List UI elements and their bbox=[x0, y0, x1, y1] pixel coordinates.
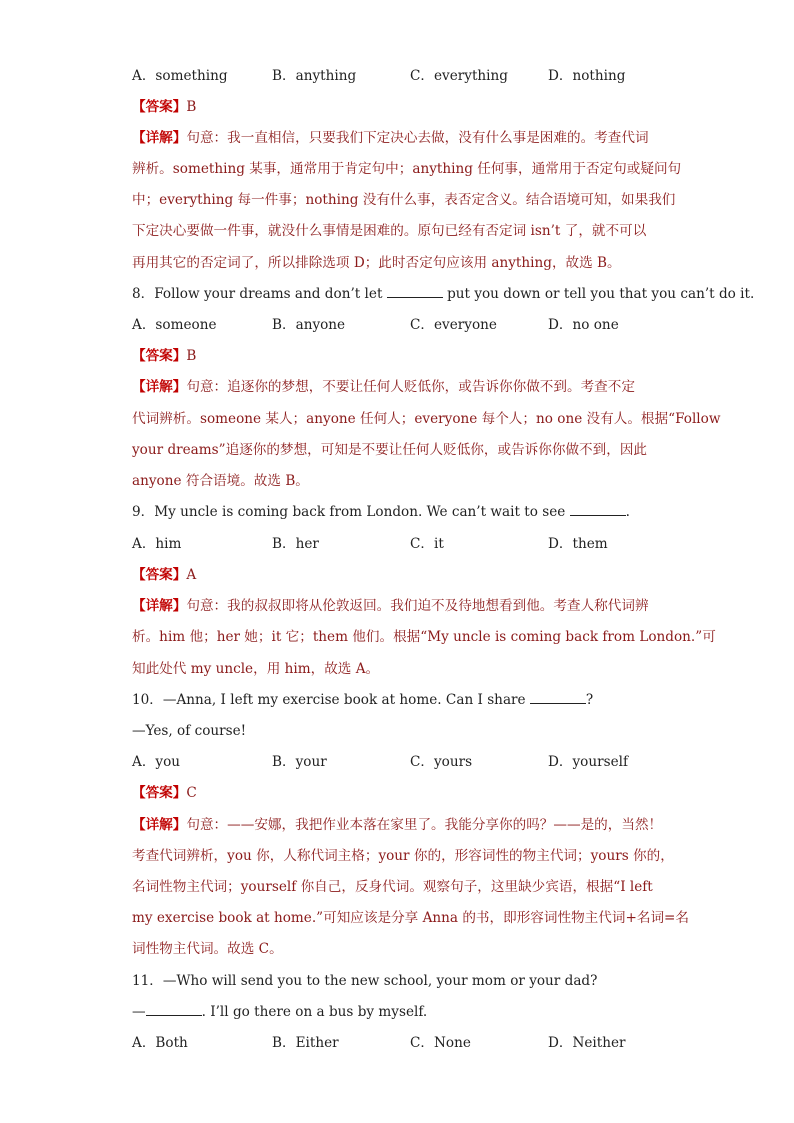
q8-stem bbox=[132, 284, 754, 304]
detail-tag: 【详解】 bbox=[132, 817, 187, 833]
q9-detail-line: 析。him 他；her 她；it 它；them 他们。根据“My uncle is coming back from London.”可 bbox=[132, 629, 716, 645]
q8-option-c: C．everyone bbox=[410, 317, 497, 333]
detail-tag: 【详解】 bbox=[132, 598, 187, 614]
detail-text: 句意：——安娜，我把作业本落在家里了。我能分享你的吗？——是的，当然！ bbox=[186, 817, 663, 833]
q7-detail-line: 下定决心要做一件事，就没什么事情是困难的。原句已经有否定词 isn’t 了，就不可以 bbox=[132, 223, 647, 239]
q7-option-d: D．nothing bbox=[548, 68, 626, 84]
q10-option-b: B．your bbox=[272, 754, 327, 770]
stem-text: . I’ll go there on a bus by myself. bbox=[201, 1004, 428, 1020]
stem-text: — bbox=[132, 1004, 146, 1020]
stem-text: 10．—Anna, I left my exercise book at home. Can I share bbox=[132, 692, 526, 708]
stem-text: put you down or tell you that you can’t do it. bbox=[447, 286, 755, 302]
q8-detail-line: anyone 符合语境。故选 B。 bbox=[132, 473, 309, 489]
answer-tag: 【答案】 bbox=[132, 567, 187, 583]
q9-option-a: A．him bbox=[132, 536, 182, 552]
detail-tag: 【详解】 bbox=[132, 379, 187, 395]
q7-option-b: B．anything bbox=[272, 68, 357, 84]
q9-stem bbox=[132, 502, 630, 522]
q7-detail-line: 再用其它的否定词了，所以排除选项 D；此时否定句应该用 anything，故选 B。 bbox=[132, 255, 621, 271]
answer-blank bbox=[530, 703, 586, 704]
q11-option-c: C．None bbox=[410, 1035, 471, 1051]
detail-tag: 【详解】 bbox=[132, 130, 187, 146]
q7-option-a: A．something bbox=[132, 68, 228, 84]
q10-stem-reply: —Yes, of course! bbox=[132, 723, 247, 739]
answer-tag: 【答案】 bbox=[132, 99, 187, 115]
detail-text: 句意：追逐你的梦想，不要让任何人贬低你，或告诉你你做不到。考查不定 bbox=[186, 379, 635, 395]
answer-value: B bbox=[186, 99, 197, 115]
q10-option-a: A．you bbox=[132, 754, 181, 770]
detail-text: 句意：我的叔叔即将从伦敦返回。我们迫不及待地想看到他。考查人称代词辨 bbox=[186, 598, 649, 614]
q11-option-b: B．Either bbox=[272, 1035, 339, 1051]
stem-text: 8．Follow your dreams and don’t let bbox=[132, 286, 383, 302]
q8-option-d: D．no one bbox=[548, 317, 619, 333]
q8-option-b: B．anyone bbox=[272, 317, 346, 333]
q8-answer bbox=[132, 346, 196, 366]
q7-option-c: C．everything bbox=[410, 68, 508, 84]
q8-detail-line: your dreams”追逐你的梦想，可知是不要让任何人贬低你，或告诉你你做不到，因此 bbox=[132, 442, 648, 458]
q10-option-d: D．yourself bbox=[548, 754, 629, 770]
q10-option-c: C．yours bbox=[410, 754, 473, 770]
answer-tag: 【答案】 bbox=[132, 785, 187, 801]
answer-blank bbox=[146, 1015, 202, 1016]
detail-text: 句意：我一直相信，只要我们下定决心去做，没有什么事是困难的。考查代词 bbox=[186, 130, 649, 146]
answer-value: A bbox=[186, 567, 197, 583]
q10-detail-line: my exercise book at home.”可知应该是分享 Anna 的书，即形容词性物主代词+名词=名 bbox=[132, 910, 690, 926]
q9-option-c: C．it bbox=[410, 536, 444, 552]
q10-answer bbox=[132, 783, 197, 803]
q9-answer bbox=[132, 565, 196, 585]
q9-detail-line: 知此处代 my uncle，用 him，故选 A。 bbox=[132, 661, 380, 677]
q8-option-a: A．someone bbox=[132, 317, 217, 333]
q9-option-d: D．them bbox=[548, 536, 608, 552]
q9-option-b: B．her bbox=[272, 536, 319, 552]
q11-option-d: D．Neither bbox=[548, 1035, 626, 1051]
answer-blank bbox=[387, 297, 443, 298]
q7-answer bbox=[132, 97, 196, 117]
stem-text: . bbox=[625, 504, 630, 520]
answer-blank bbox=[570, 515, 626, 516]
stem-text: 9．My uncle is coming back from London. We can’t wait to see bbox=[132, 504, 566, 520]
q10-detail-line: 词性物主代词。故选 C。 bbox=[132, 941, 283, 957]
q7-detail-line: 辨析。something 某事，通常用于肯定句中；anything 任何事，通常用于否定句或疑问句 bbox=[132, 161, 682, 177]
q7-detail-line bbox=[132, 128, 649, 148]
q11-stem: 11．—Who will send you to the new school, your mom or your dad? bbox=[132, 973, 598, 989]
q8-detail-line: 代词辨析。someone 某人；anyone 任何人；everyone 每个人；no one 没有人。根据“Follow bbox=[132, 411, 721, 427]
q11-stem-reply bbox=[132, 1002, 427, 1022]
answer-value: C bbox=[186, 785, 197, 801]
q10-stem bbox=[132, 690, 593, 710]
q10-detail-line: 名词性物主代词；yourself 你自己，反身代词。观察句子，这里缺少宾语，根据“I left bbox=[132, 879, 653, 895]
q10-detail-line bbox=[132, 815, 662, 835]
q11-option-a: A．Both bbox=[132, 1035, 188, 1051]
q8-detail-line bbox=[132, 377, 635, 397]
q9-detail-line bbox=[132, 596, 649, 616]
stem-text: ? bbox=[585, 692, 594, 708]
q10-detail-line: 考查代词辨析，you 你，人称代词主格；your 你的，形容词性的物主代词；yours 你的， bbox=[132, 848, 674, 864]
answer-tag: 【答案】 bbox=[132, 348, 187, 364]
q7-detail-line: 中；everything 每一件事；nothing 没有什么事，表否定含义。结合语境可知，如果我们 bbox=[132, 192, 676, 208]
answer-value: B bbox=[186, 348, 197, 364]
